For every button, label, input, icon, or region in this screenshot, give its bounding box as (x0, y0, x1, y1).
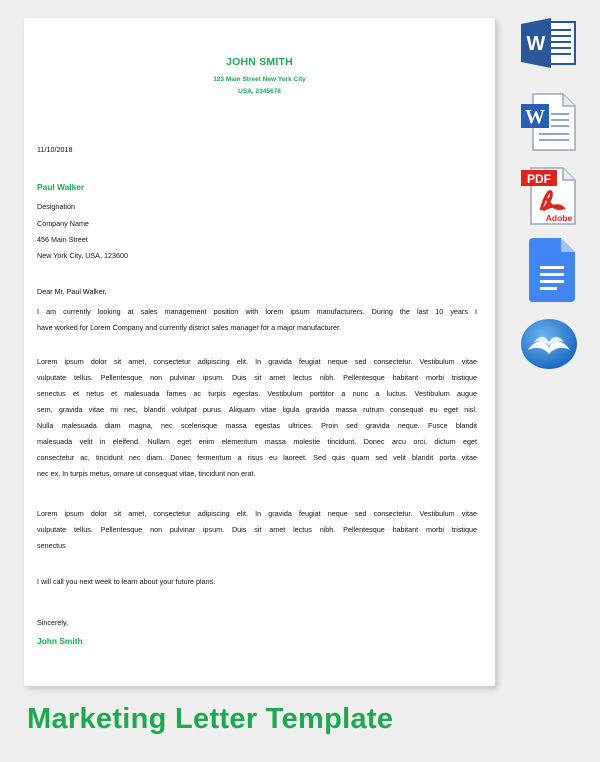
pdf-label: PDF (527, 172, 551, 186)
paragraph-2 (37, 354, 477, 482)
page-title: Marketing Letter Template (27, 703, 394, 735)
recipient-designation: Designation (37, 202, 75, 211)
paragraph-1-line: have worked for Lorem Company and currently district sales manager for a major manufacturer. (37, 323, 342, 332)
paragraph-2-line: malesuada velit in eleifend. Nullam eget enim elementum massa molestie tincidunt. Donec arcu orci, dictum eget (37, 437, 477, 446)
salutation: Dear Mr. Paul Walker, (37, 287, 107, 296)
word-doc-icon[interactable] (519, 92, 577, 157)
paragraph-2-line: sem, gravida vitae mi nec, blandit volutpat purus. Aliquam vitae ligula gravida massa rutrum consequat eu eget nisl. (37, 405, 477, 414)
openoffice-icon[interactable] (520, 318, 578, 375)
pdf-sublabel: Adobe (545, 213, 573, 223)
paragraph-1 (37, 304, 477, 336)
sender-address-line1: 123 Main Street New York City (213, 76, 306, 83)
word-2013-icon[interactable] (519, 16, 577, 75)
paragraph-2-line: vulputate tellus. Pellentesque non pulvinar ipsum. Duis sit amet lectus nibh. Pellentesque habitant morbi tristique (37, 373, 477, 382)
paragraph-1-line: I am currently looking at sales management position with lorem ipsum manufacturers. During the last 10 years I (37, 307, 477, 316)
signature-name: John Smith (37, 636, 83, 646)
paragraph-2-line: consectetur ac, tincidunt nec diam. Donec fermentum a risus eu laoreet. Sed quis quam sed velit blandit porta vitae (37, 453, 477, 462)
paragraph-3-line: senectus (37, 541, 66, 550)
paragraph-2-line: Nulla malesuada diam magna, nec scelerisque massa egestas ultrices. Proin sed gravida neque. Fusce blandit (37, 421, 477, 430)
pdf-icon[interactable] (519, 166, 577, 231)
recipient-city: New York City, USA, 123600 (37, 251, 128, 260)
closing-line: I will call you next week to learn about your future plans. (37, 577, 216, 586)
paragraph-2-line: nec ex. In turpis metus, ornare ut consequat vitae, tincidunt non erat. (37, 469, 256, 478)
paragraph-2-line: senectus et netus et malesuada fames ac turpis egestas. Vestibulum porttitor a nunc a luctus. Vestibulum augue (37, 389, 477, 398)
sender-name: JOHN SMITH (226, 56, 293, 68)
letter-date: 11/10/2018 (37, 145, 73, 154)
word-2013-label: W (526, 33, 546, 55)
paragraph-2-line: Lorem ipsum dolor sit amet, consectetur adipiscing elit. In gravida feugiat neque sed consectetur. Vestibulum vitae (37, 357, 477, 366)
recipient-street: 456 Main Street (37, 235, 88, 244)
paragraph-3-line: vulputate tellus. Pellentesque non pulvinar ipsum. Duis sit amet lectus nibh. Pellentesque habitant morbi tristique (37, 525, 477, 534)
recipient-company: Company Name (37, 219, 89, 228)
google-docs-icon[interactable] (527, 236, 577, 309)
letter-page (24, 18, 495, 686)
signoff: Sincerely, (37, 618, 69, 627)
paragraph-3-line: Lorem ipsum dolor sit amet, consectetur adipiscing elit. In gravida feugiat neque sed consectetur. Vestibulum vitae (37, 509, 477, 518)
paragraph-3 (37, 506, 477, 554)
recipient-name: Paul Walker (37, 182, 85, 192)
sender-address-line2: USA, 2345678 (238, 88, 281, 95)
word-doc-label: W (525, 106, 545, 128)
